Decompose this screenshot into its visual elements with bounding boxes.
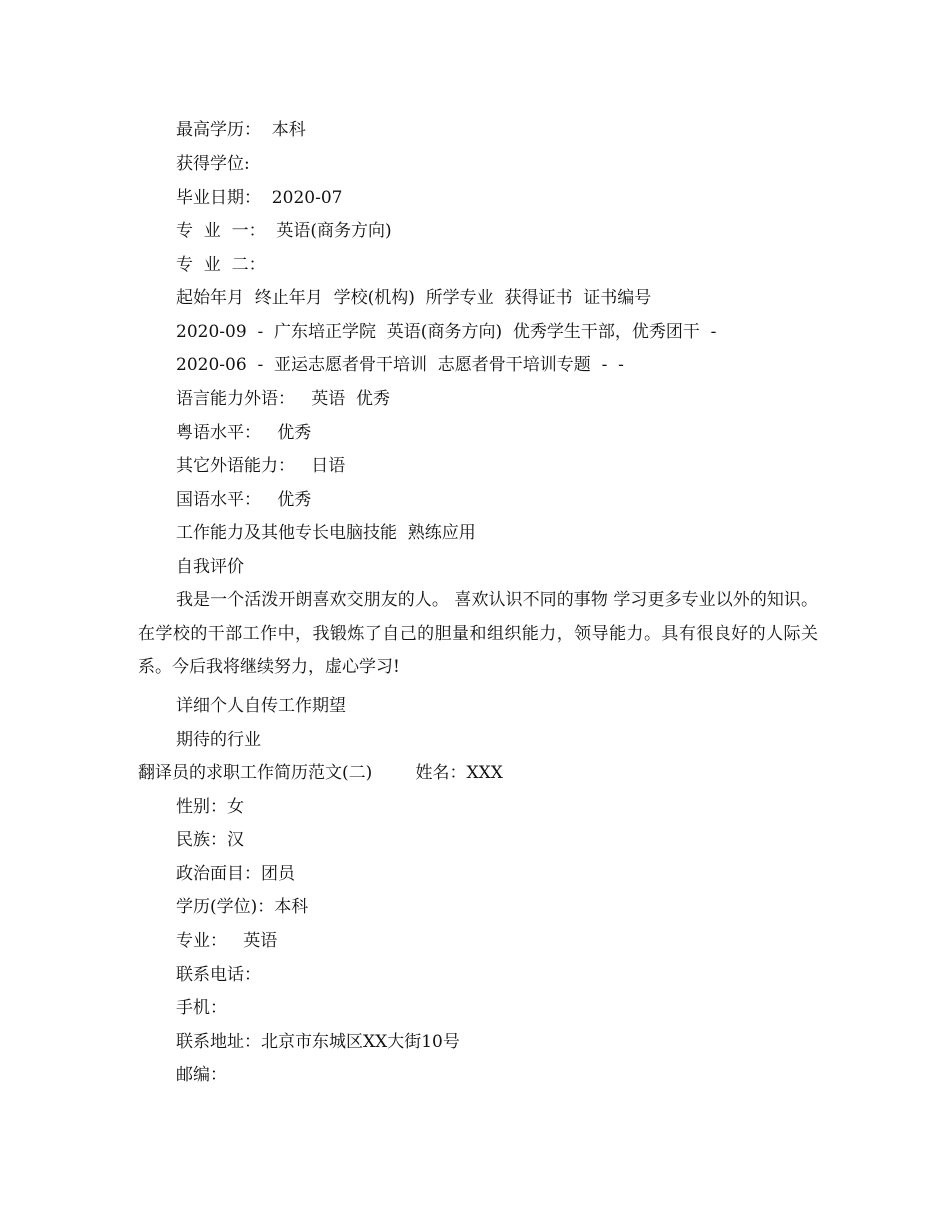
highest-education-line: 最高学历： 本科 [176, 120, 306, 140]
self-evaluation-heading: 自我评价 [176, 557, 244, 577]
graduation-date-line: 毕业日期： 2020-07 [176, 188, 343, 208]
major-one-line: 专 业 一： 英语(商务方向) [176, 221, 392, 241]
education-table-header: 起始年月 终止年月 学校(机构) 所学专业 获得证书 证书编号 [176, 288, 652, 308]
foreign-language-line: 语言能力外语： 英语 优秀 [176, 389, 391, 409]
postcode-line: 邮编： [176, 1065, 227, 1085]
education-degree-line: 学历(学位)：本科 [176, 897, 309, 917]
self-evaluation-paragraph: 我是一个活泼开朗喜欢交朋友的人。 喜欢认识不同的事物 学习更多专业以外的知识。在学校的干部工作中，我锻炼了自己的胆量和组织能力，领导能力。具有很良好的人际关系。今后我将继续努力，虚心学习! [138, 590, 818, 677]
autobiography-heading: 详细个人自传工作期望 [176, 696, 346, 716]
resume-title-line: 翻译员的求职工作简历范文(二) 姓名：XXX [138, 763, 503, 783]
other-language-line: 其它外语能力： 日语 [176, 456, 346, 476]
ethnicity-line: 民族：汉 [176, 830, 244, 850]
gender-line: 性别：女 [176, 797, 244, 817]
address-line: 联系地址：北京市东城区XX大街10号 [176, 1032, 460, 1052]
major-two-line: 专 业 二： [176, 255, 266, 275]
major-line: 专业： 英语 [176, 931, 278, 951]
degree-obtained-line: 获得学位: [176, 154, 250, 174]
cantonese-level-line: 粤语水平： 优秀 [176, 423, 312, 443]
education-row-2: 2020-06 - 亚运志愿者骨干培训 志愿者骨干培训专题 - - [176, 355, 624, 375]
education-row-1: 2020-09 - 广东培正学院 英语(商务方向) 优秀学生干部，优秀团干 - [176, 322, 717, 342]
computer-skills-line: 工作能力及其他专长电脑技能 熟练应用 [176, 523, 476, 543]
expected-industry-line: 期待的行业 [176, 730, 261, 750]
mandarin-level-line: 国语水平： 优秀 [176, 490, 312, 510]
contact-phone-line: 联系电话： [176, 965, 261, 985]
political-status-line: 政治面目：团员 [176, 864, 295, 884]
mobile-line: 手机： [176, 998, 227, 1018]
